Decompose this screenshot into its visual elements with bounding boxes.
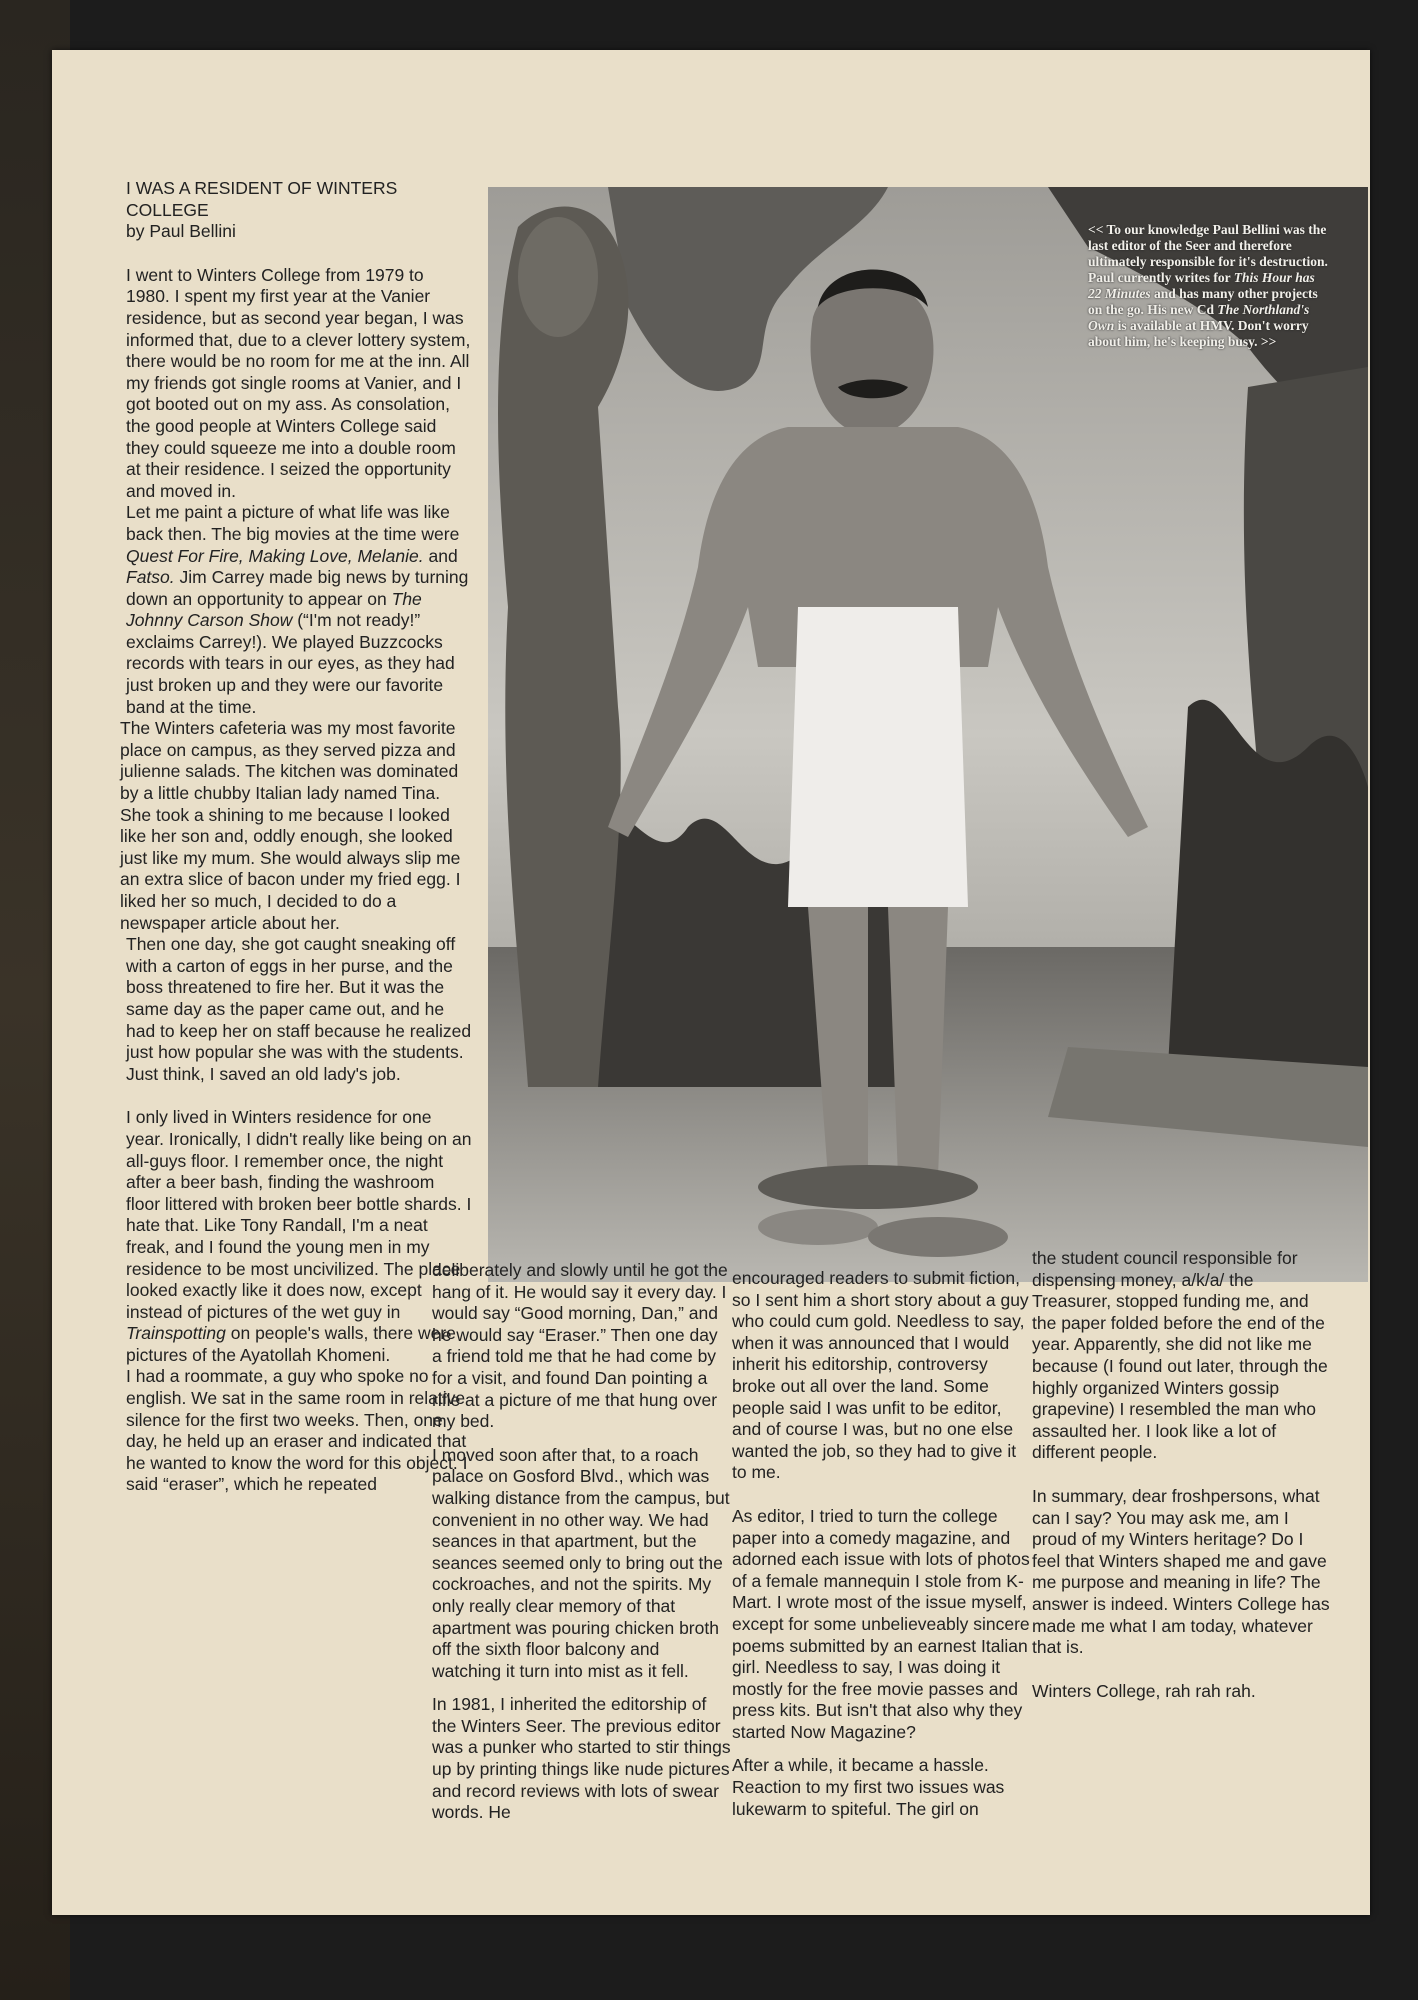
- paragraph: After a while, it became a hassle. Reaction to my first two issues was lukewarm to spiteful. The girl on: [732, 1755, 1005, 1819]
- newspaper-page: [52, 50, 1370, 1915]
- paragraph: I had a roommate, a guy who spoke no english. We sat in the same room in relative silence for the first two weeks. Then, one day, he held up an eraser and indicated that he wanted to know the word for this object. I said “eraser”, which he repeated: [126, 1366, 468, 1495]
- paragraph: deliberately and slowly until he got the hang of it. He would say it every day. I would say “Good morning, Dan,” and he would say “Eraser.” Then one day a friend told me that he had come by for a visit, and found Dan pointing a rifle at a picture of me that hung over my bed.: [432, 1260, 728, 1432]
- paragraph: Then one day, she got caught sneaking off with a carton of eggs in her purse, and the boss threatened to fire her. But it was the same day as the paper came out, and he had to keep her on staff because he realized just how popular she was with the students. Just think, I saved an old lady's job.: [126, 934, 472, 1084]
- photo-caption: << To our knowledge Paul Bellini was the last editor of the Seer and therefore ultimately responsible for it's destruction. Paul currently writes for This Hour has 22 Minutes and has many other projects on the go. His new Cd The Northland's Own is available at HMV. Don't worry about him, he's keeping busy. >>: [1088, 222, 1328, 349]
- paragraph: I went to Winters College from 1979 to 1980. I spent my first year at the Vanier residence, but as second year began, I was informed that, due to a clever lottery system, there would be no room for me at the inn. All my friends got single rooms at Vanier, and I got booted out on my ass. As consolation, the good people at Winters College said they could squeeze me into a double room at their residence. I seized the opportunity and moved in.: [126, 264, 471, 501]
- article-column-2: [432, 1260, 732, 1824]
- paragraph: Let me paint a picture of what life was like back then. The big movies at the time were Quest For Fire, Making Love, Melanie. and Fatso. Jim Carrey made big news by turning down an opportunity to appear on The Johnny Carson Show (“I'm not ready!” exclaims Carrey!). We played Buzzcocks records with tears in our eyes, as they had just broken up and they were our favorite band at the time.: [126, 502, 469, 717]
- article-column-1: [120, 178, 472, 1496]
- photo-illustration: [488, 187, 1368, 1282]
- article-headline: I WAS A RESIDENT OF WINTERS COLLEGE: [126, 178, 398, 220]
- paragraph: I only lived in Winters residence for one year. Ironically, I didn't really like being on an all-guys floor. I remember once, the night after a beer bash, finding the washroom floor littered with broken beer bottle shards. I hate that. Like Tony Randall, I'm a neat freak, and I found the young men in my residence to be most uncivilized. The place looked exactly like it does now, except instead of pictures of the wet guy in Trainspotting on people's walls, there were pictures of the Ayatollah Khomeni.: [126, 1107, 472, 1365]
- paragraph: Winters College, rah rah rah.: [1032, 1680, 1256, 1701]
- article-byline: by Paul Bellini: [126, 221, 236, 242]
- paragraph: In summary, dear froshpersons, what can I say? You may ask me, am I proud of my Winters heritage? Do I feel that Winters shaped me and gave me purpose and meaning in life? The answer is indeed. Winters College has made me what I am today, whatever that is.: [1032, 1485, 1330, 1658]
- article-photo: [488, 187, 1368, 1282]
- article-column-4: [1032, 1248, 1332, 1702]
- paragraph: the student council responsible for dispensing money, a/k/a/ the Treasurer, stopped funding me, and the paper folded before the end of the year. Apparently, she did not like me because (I found out later, through the highly organized Winters gossip grapevine) I resembled the man who assaulted her. I look like a lot of different people.: [1032, 1248, 1328, 1463]
- paragraph: As editor, I tried to turn the college paper into a comedy magazine, and adorned each issue with lots of photos of a female mannequin I stole from K-Mart. I wrote most of the issue myself, except for some unbelieveably sincere poems submitted by an earnest Italian girl. Needless to say, I was doing it mostly for the free movie passes and press kits. But isn't that also why they started Now Magazine?: [732, 1505, 1030, 1742]
- paragraph: In 1981, I inherited the editorship of the Winters Seer. The previous editor was a punker who started to stir things up by printing things like nude pictures and record reviews with lots of swear words. He: [432, 1694, 731, 1823]
- paragraph: I moved soon after that, to a roach palace on Gosford Blvd., which was walking distance from the campus, but convenient in no other way. We had seances in that apartment, but the seances seemed only to bring out the cockroaches, and not the spirits. My only really clear memory of that apartment was pouring chicken broth off the sixth floor balcony and watching it turn into mist as it fell.: [432, 1444, 730, 1681]
- paragraph: The Winters cafeteria was my most favorite place on campus, as they served pizza and julienne salads. The kitchen was dominated by a little chubby Italian lady named Tina. She took a shining to me because I looked like her son and, oddly enough, she looked just like my mum. She would always slip me an extra slice of bacon under my fried egg. I liked her so much, I decided to do a newspaper article about her.: [120, 718, 461, 933]
- article-column-3: [732, 1268, 1032, 1820]
- paragraph: encouraged readers to submit fiction, so I sent him a short story about a guy who could cum gold. Needless to say, when it was announced that I would inherit his editorship, controversy broke out all over the land. Some people said I was unfit to be editor, and of course I was, but no one else wanted the job, so they had to give it to me.: [732, 1268, 1029, 1483]
